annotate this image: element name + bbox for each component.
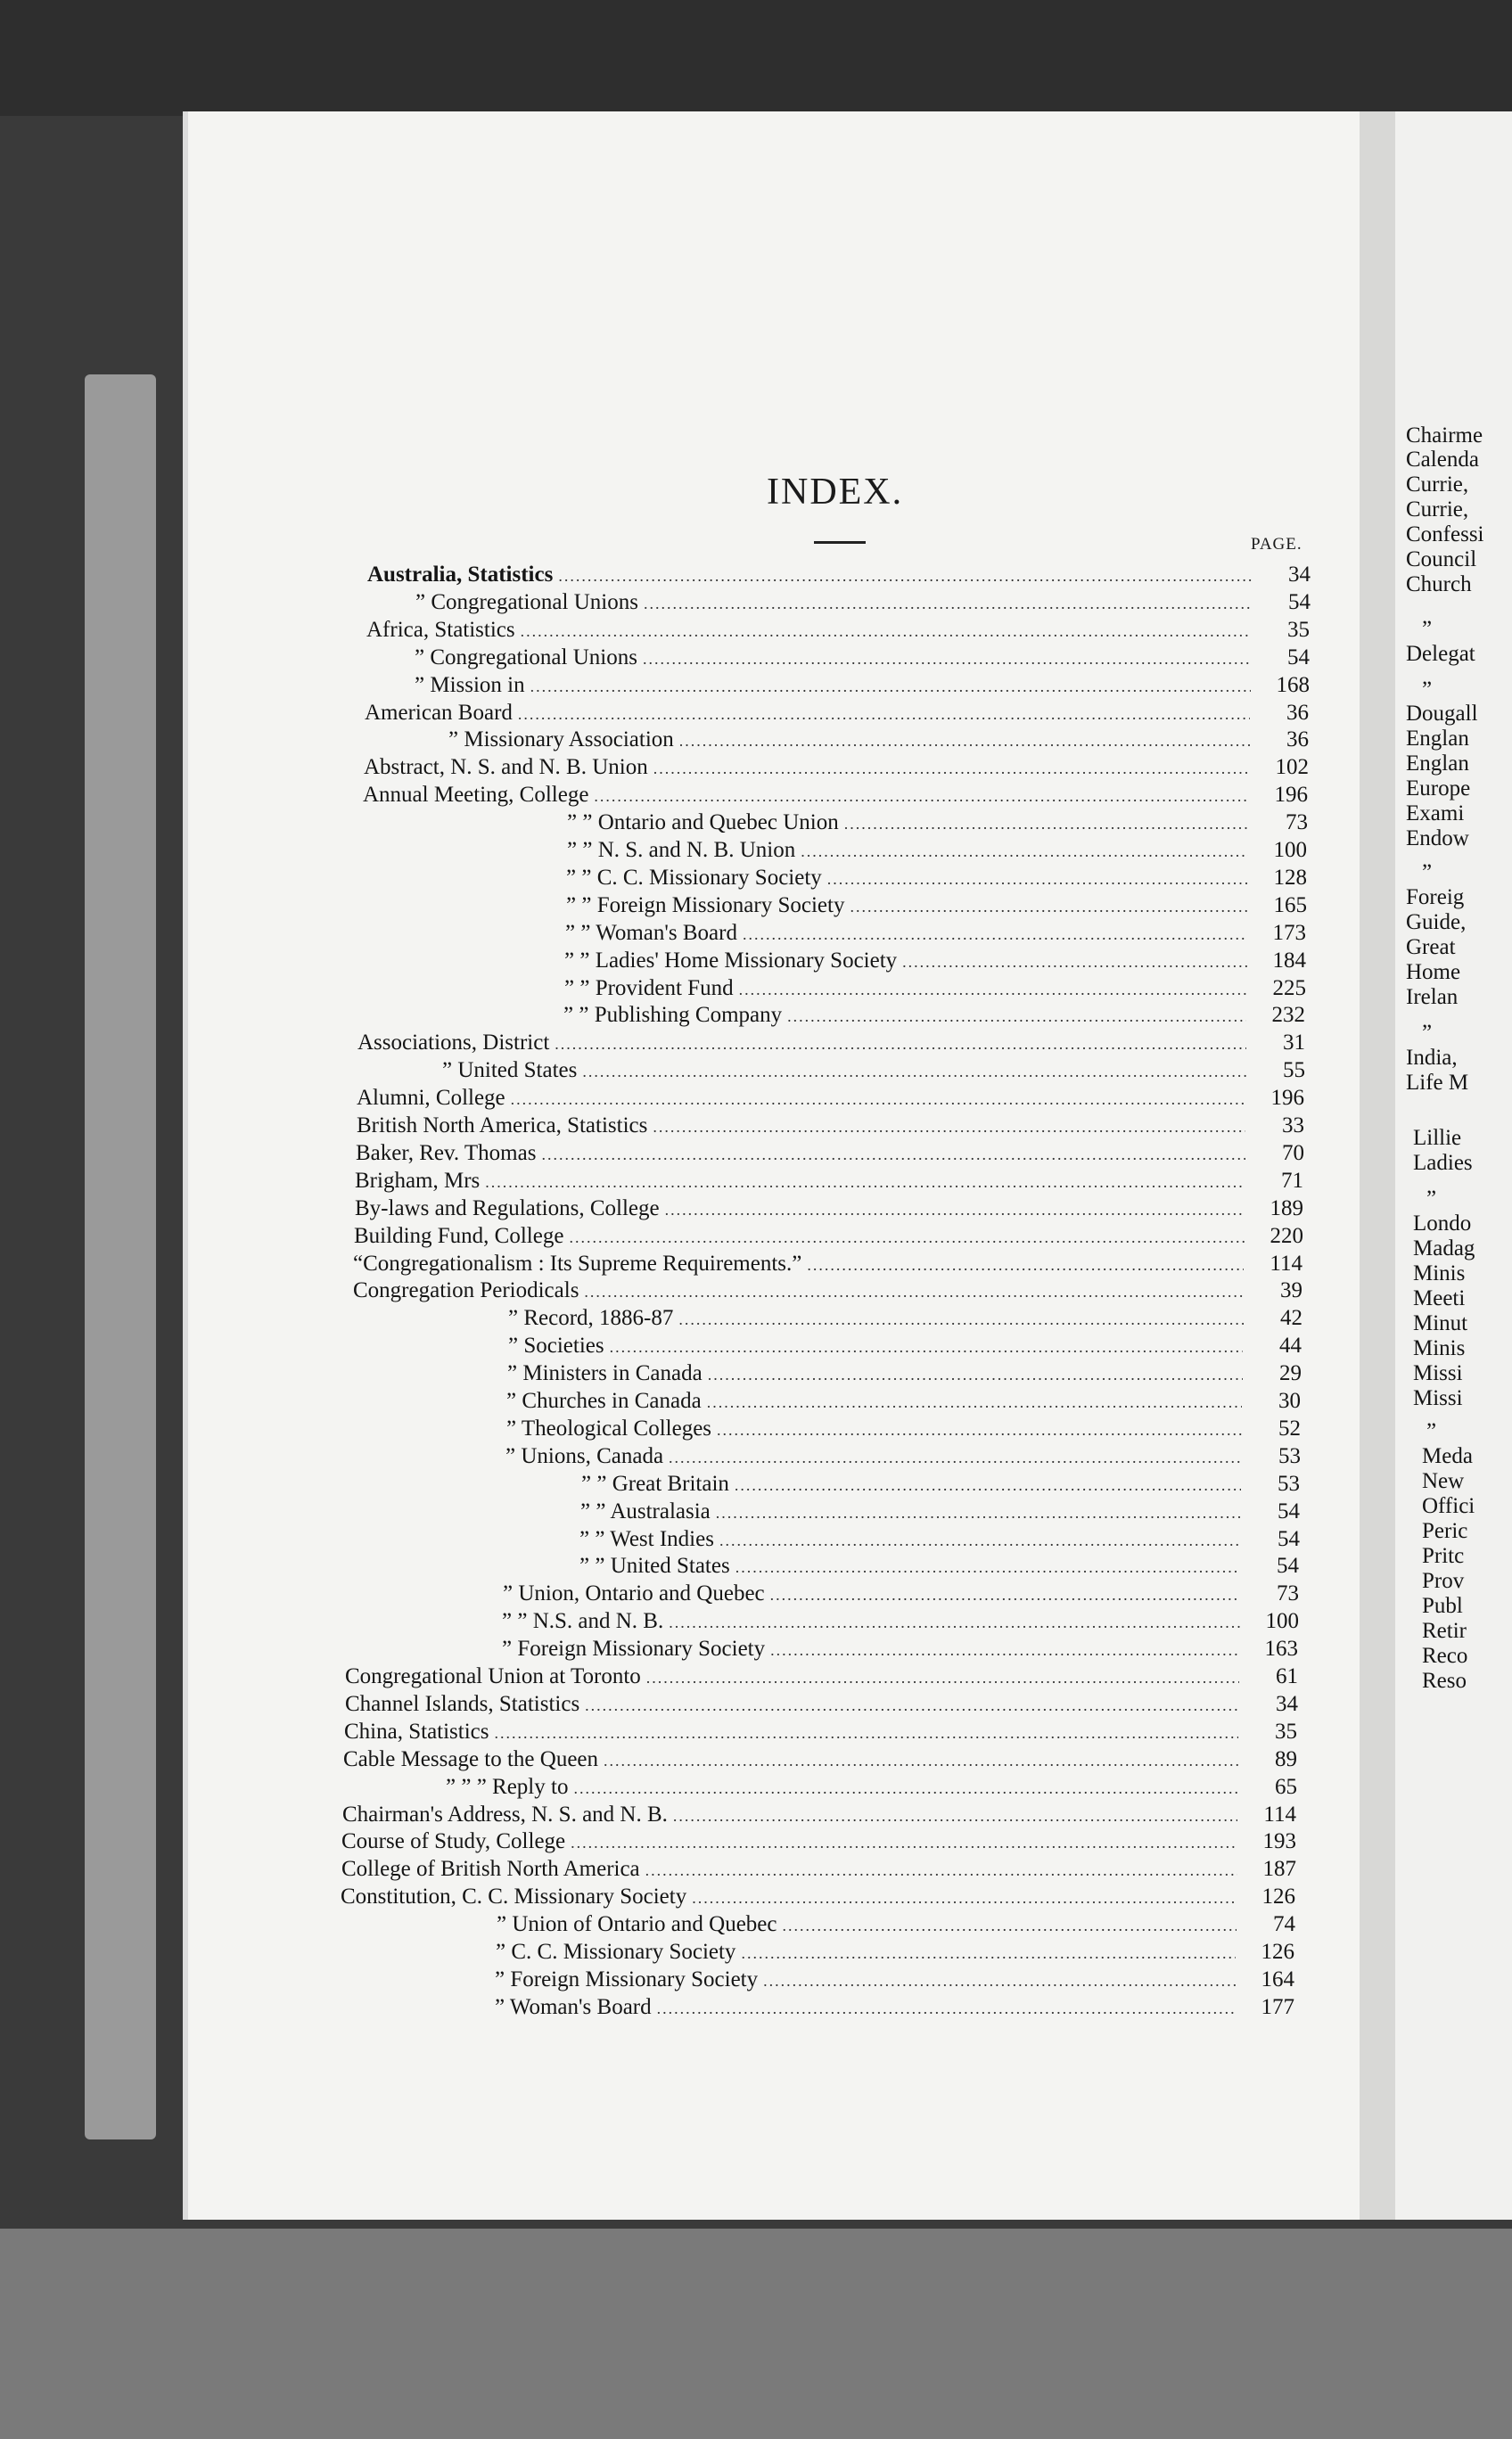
leader-dots <box>644 595 1252 613</box>
index-entry <box>502 1609 1299 1636</box>
index-entry-text: ” ” Foreign Missionary Society <box>566 893 845 917</box>
facing-page-fragment: Pritc <box>1422 1544 1465 1568</box>
index-entry <box>506 1389 1301 1416</box>
index-entry-text: ” Woman's Board <box>495 1995 652 2019</box>
index-entry-page: 73 <box>1277 1581 1299 1605</box>
index-entry-text: Baker, Rev. Thomas <box>356 1141 537 1165</box>
index-entry-text: ” ” Woman's Board <box>565 921 737 945</box>
index-entry-text: Building Fund, College <box>354 1224 564 1248</box>
index-entry-page: 29 <box>1279 1361 1302 1385</box>
index-entry <box>564 948 1306 975</box>
index-entry-page: 187 <box>1262 1857 1296 1881</box>
leader-dots <box>653 1118 1245 1137</box>
index-entry-text: ” ” C. C. Missionary Society <box>566 866 822 890</box>
facing-page-fragment: Chairme <box>1406 423 1483 448</box>
index-entry-text: Course of Study, College <box>341 1829 566 1853</box>
facing-page-fragment: Englan <box>1406 727 1469 751</box>
facing-page-fragment: Confessi <box>1406 522 1484 546</box>
index-entry <box>508 1334 1302 1360</box>
index-entry-page: 193 <box>1262 1829 1296 1853</box>
index-entry-page: 52 <box>1278 1417 1301 1441</box>
leader-dots <box>787 1007 1246 1026</box>
index-entry-page: 39 <box>1280 1278 1302 1302</box>
index-entry-page: 184 <box>1272 948 1306 973</box>
leader-dots <box>801 842 1248 861</box>
index-entry-page: 114 <box>1263 1803 1296 1827</box>
facing-page-fragment: Currie, <box>1406 472 1469 497</box>
index-entry-text: ” Missionary Association <box>448 727 674 751</box>
facing-page-fragment: Home <box>1406 960 1461 984</box>
facing-page-fragment: Great <box>1406 935 1456 959</box>
index-entry-page: 220 <box>1270 1224 1303 1248</box>
leader-dots <box>669 1614 1240 1632</box>
index-entry <box>507 1361 1302 1388</box>
scan-backdrop-top <box>0 0 1512 116</box>
leader-dots <box>902 953 1247 972</box>
index-entry <box>496 1940 1294 1967</box>
index-entry <box>357 1086 1304 1113</box>
index-entry-text: ” ” Ontario and Quebec Union <box>567 810 839 834</box>
book-gutter <box>1360 111 1395 2220</box>
facing-page-fragment: Irelan <box>1406 985 1459 1009</box>
index-entry-text: Cable Message to the Queen <box>343 1747 599 1771</box>
index-entry-text: ” ” Australasia <box>580 1499 711 1523</box>
index-entry-page: 54 <box>1287 645 1310 669</box>
index-entry-page: 35 <box>1287 618 1310 642</box>
leader-dots <box>555 1035 1246 1054</box>
index-entry-page: 173 <box>1272 921 1306 945</box>
index-entry-text: ” Congregational Unions <box>415 590 638 614</box>
facing-page-fragment: Madag <box>1413 1236 1475 1261</box>
index-entry-text: “Congregationalism : Its Supreme Requirements.” <box>353 1252 802 1276</box>
index-entry <box>506 1417 1301 1443</box>
facing-page-fragment: Dougall <box>1406 702 1478 726</box>
facing-page-fragment: ” <box>1426 1419 1437 1443</box>
leader-dots <box>558 567 1252 586</box>
index-entry-text: ” Mission in <box>415 673 525 697</box>
index-entry-text: ” C. C. Missionary Society <box>496 1940 736 1964</box>
index-entry-page: 74 <box>1273 1912 1295 1936</box>
page-title: INDEX. <box>767 472 904 513</box>
index-entry <box>567 838 1307 865</box>
facing-page-fragment: Peric <box>1422 1519 1468 1543</box>
index-entry <box>579 1527 1300 1554</box>
index-entry <box>503 1581 1299 1608</box>
leader-dots <box>495 1724 1239 1743</box>
index-entry <box>357 1031 1305 1057</box>
index-entry <box>565 921 1306 948</box>
index-entry-page: 71 <box>1281 1169 1303 1193</box>
facing-page-fragment: Minut <box>1413 1311 1468 1335</box>
index-entry <box>415 645 1310 672</box>
leader-dots <box>679 732 1250 751</box>
index-entry <box>354 1224 1303 1251</box>
index-entry <box>563 1003 1305 1030</box>
index-entry-text: ” Record, 1886-87 <box>508 1306 674 1330</box>
facing-page-fragment: Lillie <box>1413 1126 1462 1150</box>
index-entry-page: 65 <box>1275 1775 1297 1799</box>
index-entry <box>344 1720 1297 1746</box>
index-entry-text: ” ” Ladies' Home Missionary Society <box>564 948 898 973</box>
index-entry <box>502 1637 1298 1663</box>
facing-page-fragment: Calenda <box>1406 448 1479 472</box>
index-entry-page: 100 <box>1265 1609 1299 1633</box>
leader-dots <box>807 1256 1244 1275</box>
index-entry <box>343 1747 1297 1774</box>
leader-dots <box>673 1807 1237 1826</box>
index-entry-page: 232 <box>1271 1003 1305 1027</box>
leader-dots <box>669 1449 1242 1467</box>
leader-dots <box>707 1393 1242 1412</box>
index-entry-page: 126 <box>1261 1940 1294 1964</box>
leader-dots <box>827 870 1248 889</box>
facing-page-fragment: Delegat <box>1406 642 1475 666</box>
index-entry-page: 100 <box>1273 838 1307 862</box>
index-entry-page: 126 <box>1261 1885 1295 1909</box>
facing-page-fragment: India, <box>1406 1046 1458 1070</box>
index-entry <box>366 618 1310 645</box>
facing-page-fragment: Council <box>1406 547 1477 571</box>
index-entry <box>342 1803 1296 1829</box>
index-entry-page: 35 <box>1275 1720 1297 1744</box>
leader-dots <box>541 1146 1245 1164</box>
index-entry <box>495 1995 1294 2022</box>
index-entry-text: ” ” West Indies <box>579 1527 714 1551</box>
index-entry <box>341 1857 1296 1884</box>
index-entry-text: ” ” Provident Fund <box>564 976 734 1000</box>
facing-page-fragment: ” <box>1422 860 1433 884</box>
facing-page-fragment: Guide, <box>1406 910 1467 934</box>
index-entry <box>345 1692 1298 1719</box>
index-entry <box>581 1472 1300 1499</box>
leader-dots <box>708 1366 1243 1384</box>
leader-dots <box>582 1063 1246 1081</box>
facing-page-fragment: Missi <box>1413 1386 1463 1410</box>
index-entry-page: 177 <box>1261 1995 1294 2019</box>
leader-dots <box>584 1283 1244 1302</box>
index-entry-text: ” Foreign Missionary Society <box>495 1967 759 1991</box>
index-entry-text: By-laws and Regulations, College <box>355 1196 660 1220</box>
leader-dots <box>645 1861 1237 1880</box>
index-entry-page: 55 <box>1283 1058 1305 1082</box>
index-entry-text: Africa, Statistics <box>366 618 515 642</box>
index-entry-text: Australia, Statistics <box>367 563 554 587</box>
leader-dots <box>716 1504 1241 1523</box>
facing-page-fragment: Minis <box>1413 1336 1466 1360</box>
index-entry <box>365 701 1309 727</box>
facing-page-fragment: ” <box>1426 1187 1437 1211</box>
leader-dots <box>735 1476 1241 1495</box>
index-entry <box>508 1306 1302 1333</box>
index-entry-page: 61 <box>1276 1664 1298 1688</box>
index-entry-text: Congregation Periodicals <box>353 1278 579 1302</box>
leader-dots <box>850 898 1248 916</box>
index-entry-text: Annual Meeting, College <box>363 783 589 807</box>
index-entry <box>505 1444 1301 1471</box>
page-column-header: PAGE. <box>1251 535 1302 554</box>
index-entry-page: 54 <box>1288 590 1311 614</box>
leader-dots <box>573 1779 1238 1798</box>
facing-page-fragment: Londo <box>1413 1211 1472 1236</box>
facing-page-fragment: Reco <box>1422 1644 1468 1668</box>
index-entry <box>564 976 1306 1003</box>
facing-page <box>1395 111 1512 2220</box>
index-entry-page: 225 <box>1272 976 1306 1000</box>
index-entry <box>448 727 1309 754</box>
facing-page-fragment: New <box>1422 1469 1465 1493</box>
leader-dots <box>518 705 1250 724</box>
index-entry-text: Associations, District <box>357 1031 550 1055</box>
facing-page-fragment: Retir <box>1422 1619 1467 1643</box>
facing-page-fragment: Offici <box>1422 1494 1475 1518</box>
leader-dots <box>521 622 1251 641</box>
index-entry-page: 196 <box>1270 1086 1304 1110</box>
index-entry-page: 34 <box>1276 1692 1298 1716</box>
facing-page-fragment: Reso <box>1422 1669 1467 1693</box>
index-entry-page: 54 <box>1278 1499 1300 1523</box>
index-entry <box>353 1252 1302 1278</box>
index-entry-text: Abstract, N. S. and N. B. Union <box>364 755 648 779</box>
index-entry-page: 89 <box>1275 1747 1297 1771</box>
index-entry <box>567 810 1308 837</box>
leader-dots <box>604 1752 1238 1770</box>
facing-page-fragment: Minis <box>1413 1261 1466 1285</box>
index-entry <box>415 590 1311 617</box>
leader-dots <box>646 1669 1239 1688</box>
facing-page-fragment: Life M <box>1406 1071 1469 1095</box>
index-entry <box>367 563 1311 589</box>
index-entry-text: ” ” Publishing Company <box>563 1003 783 1027</box>
facing-page-fragment: Currie, <box>1406 497 1469 521</box>
index-entry-text: British North America, Statistics <box>357 1113 648 1137</box>
index-entry-page: 196 <box>1274 783 1308 807</box>
leader-dots <box>665 1201 1245 1220</box>
facing-page-fragment: ” <box>1422 617 1433 641</box>
index-entry <box>442 1058 1305 1085</box>
leader-dots <box>763 1972 1236 1991</box>
facing-page-fragment: Meda <box>1422 1444 1473 1468</box>
index-entry-text: ” Theological Colleges <box>506 1417 712 1441</box>
index-entry-text: ” ” Great Britain <box>581 1472 729 1496</box>
index-entry-page: 54 <box>1277 1554 1299 1578</box>
index-entry-text: ” Congregational Unions <box>415 645 637 669</box>
index-entry-text: ” Ministers in Canada <box>507 1361 703 1385</box>
leader-dots <box>653 760 1250 778</box>
index-entry-text: Chairman's Address, N. S. and N. B. <box>342 1803 668 1827</box>
index-entry-text: China, Statistics <box>344 1720 489 1744</box>
index-entry <box>353 1278 1302 1305</box>
leader-dots <box>678 1310 1244 1329</box>
leader-dots <box>717 1421 1242 1440</box>
index-entry <box>580 1499 1300 1526</box>
index-entry <box>363 783 1308 809</box>
index-entry-page: 42 <box>1280 1306 1302 1330</box>
index-entry <box>355 1196 1303 1223</box>
book-page-edges <box>85 374 156 2139</box>
index-entry-text: ” Foreign Missionary Society <box>502 1637 766 1661</box>
index-entry <box>566 893 1307 920</box>
leader-dots <box>770 1641 1239 1660</box>
facing-page-fragment: ” <box>1422 1021 1433 1045</box>
index-entry-page: 36 <box>1286 727 1309 751</box>
index-entry-page: 53 <box>1278 1444 1301 1468</box>
index-entry <box>415 673 1310 700</box>
index-entry-page: 36 <box>1286 701 1309 725</box>
index-entry-page: 31 <box>1283 1031 1305 1055</box>
leader-dots <box>485 1173 1245 1192</box>
index-entry <box>345 1664 1298 1691</box>
index-entry <box>341 1885 1295 1911</box>
scan-backdrop-bottom <box>0 2229 1512 2439</box>
facing-page-fragment: Prov <box>1422 1569 1465 1593</box>
facing-page-fragment: Publ <box>1422 1594 1463 1618</box>
facing-page-fragment: Endow <box>1406 826 1469 850</box>
leader-dots <box>511 1090 1245 1109</box>
index-entry-page: 30 <box>1278 1389 1301 1413</box>
index-entry <box>364 755 1309 782</box>
leader-dots <box>782 1917 1237 1935</box>
index-entry-text: Alumni, College <box>357 1086 505 1110</box>
leader-dots <box>571 1834 1237 1852</box>
leader-dots <box>530 678 1251 696</box>
index-entry <box>356 1141 1304 1168</box>
index-entry <box>355 1169 1303 1195</box>
index-entry-page: 34 <box>1288 563 1311 587</box>
title-rule <box>814 541 866 544</box>
leader-dots <box>692 1889 1237 1908</box>
index-entry-page: 102 <box>1275 755 1309 779</box>
facing-page-fragment: Church <box>1406 572 1472 596</box>
index-entry-page: 33 <box>1282 1113 1304 1137</box>
index-entry <box>446 1775 1297 1802</box>
index-entry-page: 44 <box>1279 1334 1302 1358</box>
leader-dots <box>585 1696 1239 1715</box>
leader-dots <box>770 1586 1240 1605</box>
index-entry-page: 168 <box>1276 673 1310 697</box>
index-entry-text: Brigham, Mrs <box>355 1169 481 1193</box>
index-entry-text: ” Union of Ontario and Quebec <box>497 1912 777 1936</box>
facing-page-fragment: Missi <box>1413 1361 1463 1385</box>
index-entry-text: ” Unions, Canada <box>505 1444 664 1468</box>
index-entry-page: 189 <box>1270 1196 1303 1220</box>
index-entry-text: ” ” N. S. and N. B. Union <box>567 838 796 862</box>
facing-page-fragment: Exami <box>1406 801 1465 825</box>
index-entry-text: ” Churches in Canada <box>506 1389 702 1413</box>
leader-dots <box>844 815 1249 834</box>
index-entry-page: 73 <box>1286 810 1308 834</box>
index-entry-page: 164 <box>1261 1967 1294 1991</box>
index-entry-text: ” Societies <box>508 1334 604 1358</box>
index-entry-page: 165 <box>1273 893 1307 917</box>
index-entry-page: 54 <box>1278 1527 1300 1551</box>
leader-dots <box>719 1532 1241 1550</box>
leader-dots <box>741 1944 1236 1963</box>
leader-dots <box>594 787 1249 806</box>
index-entry-text: ” ” ” Reply to <box>446 1775 569 1799</box>
facing-page-fragment: Europe <box>1406 776 1471 801</box>
index-entry-text: Channel Islands, Statistics <box>345 1692 580 1716</box>
leader-dots <box>643 650 1251 669</box>
leader-dots <box>569 1228 1245 1247</box>
leader-dots <box>610 1338 1243 1357</box>
index-entry-page: 128 <box>1273 866 1307 890</box>
index-entry <box>497 1912 1295 1939</box>
index-entry-text: College of British North America <box>341 1857 640 1881</box>
index-entry <box>357 1113 1304 1140</box>
facing-page-fragment: Foreig <box>1406 885 1465 909</box>
index-entry-page: 114 <box>1270 1252 1302 1276</box>
index-entry <box>579 1554 1299 1581</box>
index-entry-text: ” United States <box>442 1058 578 1082</box>
index-entry-text: Congregational Union at Toronto <box>345 1664 641 1688</box>
facing-page-fragment: Ladies <box>1413 1151 1473 1175</box>
index-entry <box>495 1967 1294 1994</box>
leader-dots <box>657 2000 1236 2018</box>
leader-dots <box>743 925 1247 944</box>
leader-dots <box>739 981 1247 999</box>
leader-dots <box>735 1558 1240 1577</box>
index-entry <box>566 866 1307 892</box>
index-entry-page: 53 <box>1278 1472 1300 1496</box>
index-entry <box>341 1829 1296 1856</box>
index-entry-text: Constitution, C. C. Missionary Society <box>341 1885 687 1909</box>
facing-page-fragment: ” <box>1422 678 1433 702</box>
facing-page-fragment: Meeti <box>1413 1286 1466 1310</box>
index-entry-text: American Board <box>365 701 513 725</box>
facing-page-fragment: Englan <box>1406 751 1469 776</box>
index-entry-page: 70 <box>1282 1141 1304 1165</box>
index-entry-text: ” ” United States <box>579 1554 730 1578</box>
index-entry-text: ” Union, Ontario and Quebec <box>503 1581 765 1605</box>
index-entry-page: 163 <box>1264 1637 1298 1661</box>
index-entry-text: ” ” N.S. and N. B. <box>502 1609 664 1633</box>
